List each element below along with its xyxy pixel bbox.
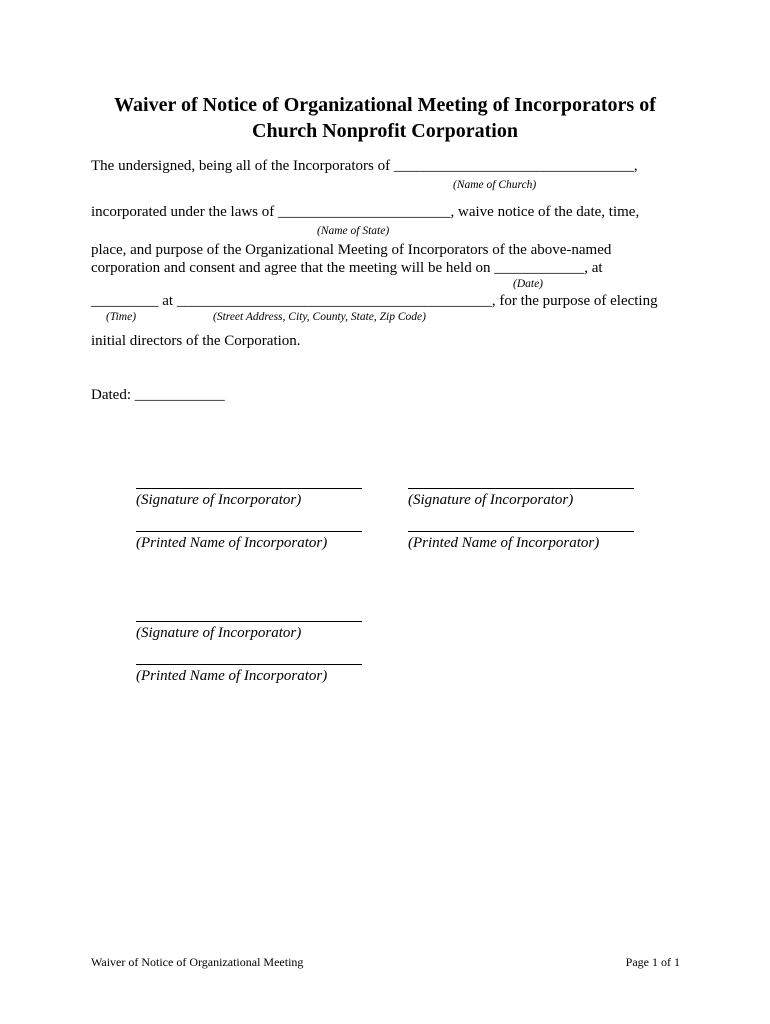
signature-caption-2: (Signature of Incorporator) [408, 492, 574, 508]
caption-name-of-church: (Name of Church) [453, 179, 537, 191]
caption-date: (Date) [513, 278, 544, 290]
printed-name-caption-1: (Printed Name of Incorporator) [136, 535, 328, 551]
printed-name-line-1 [136, 531, 362, 532]
dated-line: Dated: ____________ [91, 387, 225, 403]
paragraph-line-1: The undersigned, being all of the Incorporators of ________________________________, [91, 158, 638, 174]
footer-document-name: Waiver of Notice of Organizational Meeting [91, 955, 304, 969]
signature-line-3 [136, 621, 362, 622]
paragraph-line-2: incorporated under the laws of _______________________, waive notice of the date, time, [91, 204, 640, 220]
caption-time: (Time) [106, 311, 137, 323]
printed-name-caption-2: (Printed Name of Incorporator) [408, 535, 600, 551]
caption-street-address: (Street Address, City, County, State, Zip Code) [213, 311, 426, 323]
paragraph-line-3: place, and purpose of the Organizational Meeting of Incorporators of the above-named [91, 242, 612, 258]
signature-line-1 [136, 488, 362, 489]
signature-line-2 [408, 488, 634, 489]
caption-name-of-state: (Name of State) [317, 225, 390, 237]
paragraph-line-4: corporation and consent and agree that the meeting will be held on ____________, at [91, 260, 603, 276]
printed-name-caption-3: (Printed Name of Incorporator) [136, 668, 328, 684]
paragraph-line-6: initial directors of the Corporation. [91, 333, 301, 349]
printed-name-line-2 [408, 531, 634, 532]
signature-caption-1: (Signature of Incorporator) [136, 492, 302, 508]
signature-caption-3: (Signature of Incorporator) [136, 625, 302, 641]
document-title-line-1: Waiver of Notice of Organizational Meeting of Incorporators of [114, 94, 656, 116]
paragraph-line-5: _________ at __________________________________________, for the purpose of electing [91, 293, 658, 309]
printed-name-line-3 [136, 664, 362, 665]
footer-page-number: Page 1 of 1 [625, 955, 680, 969]
document-title-line-2: Church Nonprofit Corporation [252, 120, 518, 142]
